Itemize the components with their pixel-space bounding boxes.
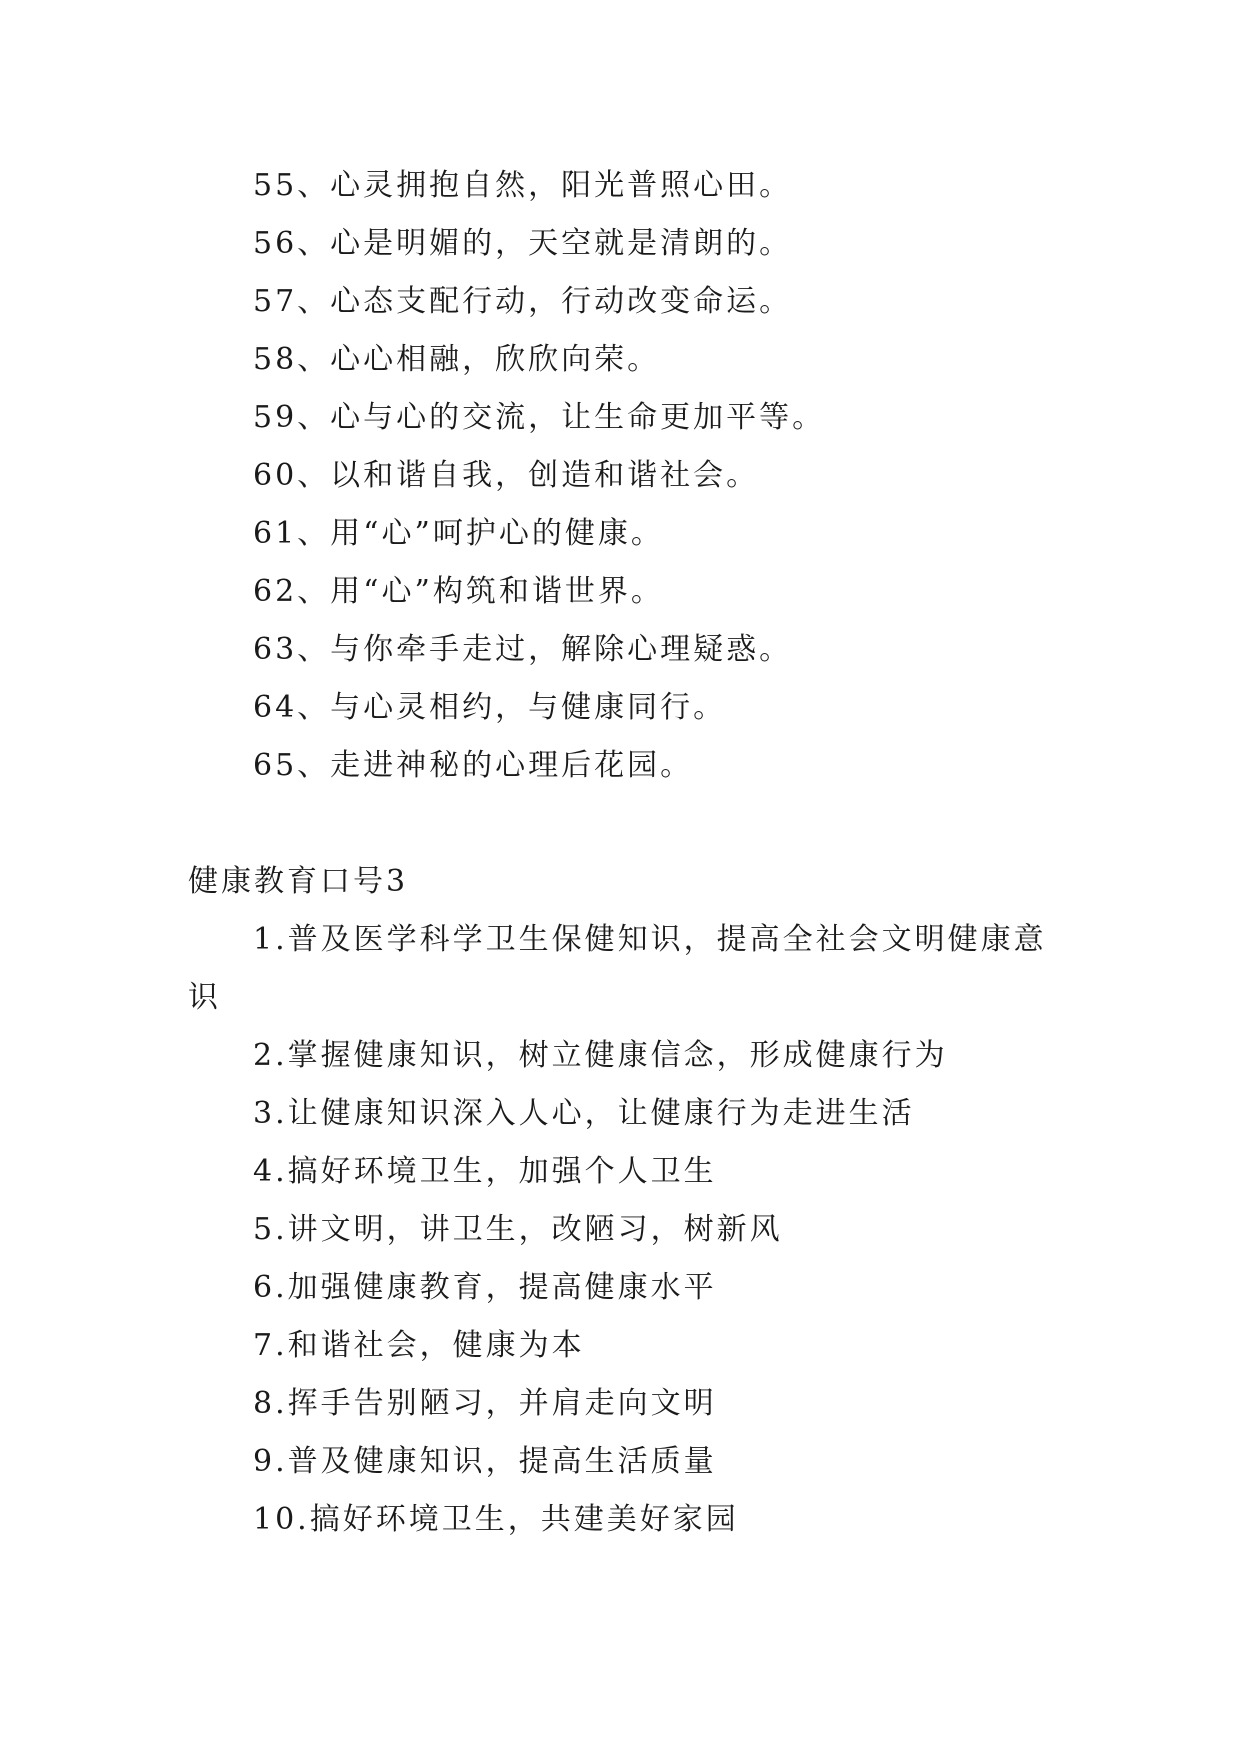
slogan-60: 60、以和谐自我，创造和谐社会。 — [253, 458, 760, 493]
slogan-item-8: 8.挥手告别陋习，并肩走向文明 — [253, 1386, 717, 1421]
slogan-item-4: 4.搞好环境卫生，加强个人卫生 — [253, 1154, 717, 1189]
slogan-item-2: 2.掌握健康知识，树立健康信念，形成健康行为 — [253, 1038, 948, 1073]
slogan-item-5: 5.讲文明，讲卫生，改陋习，树新风 — [253, 1212, 783, 1247]
slogan-item-1-line2: 识 — [188, 980, 221, 1015]
slogan-item-7: 7.和谐社会，健康为本 — [253, 1328, 585, 1363]
slogan-item-10: 10.搞好环境卫生，共建美好家园 — [253, 1502, 739, 1537]
slogan-61: 61、用“心”呵护心的健康。 — [253, 516, 664, 551]
slogan-item-3: 3.让健康知识深入人心，让健康行为走进生活 — [253, 1096, 915, 1131]
slogan-56: 56、心是明媚的，天空就是清朗的。 — [253, 226, 793, 261]
slogan-63: 63、与你牵手走过，解除心理疑惑。 — [253, 632, 793, 667]
section-heading: 健康教育口号3 — [188, 864, 409, 899]
slogan-item-6: 6.加强健康教育，提高健康水平 — [253, 1270, 717, 1305]
slogan-64: 64、与心灵相约，与健康同行。 — [253, 690, 727, 725]
slogan-item-9: 9.普及健康知识，提高生活质量 — [253, 1444, 717, 1479]
slogan-62: 62、用“心”构筑和谐世界。 — [253, 574, 664, 609]
slogan-57: 57、心态支配行动，行动改变命运。 — [253, 284, 793, 319]
slogan-65: 65、走进神秘的心理后花园。 — [253, 748, 694, 783]
slogan-59: 59、心与心的交流，让生命更加平等。 — [253, 400, 826, 435]
slogan-58: 58、心心相融，欣欣向荣。 — [253, 342, 661, 377]
slogan-item-1-line1: 1.普及医学科学卫生保健知识，提高全社会文明健康意 — [253, 922, 1047, 957]
slogan-55: 55、心灵拥抱自然，阳光普照心田。 — [253, 168, 793, 203]
